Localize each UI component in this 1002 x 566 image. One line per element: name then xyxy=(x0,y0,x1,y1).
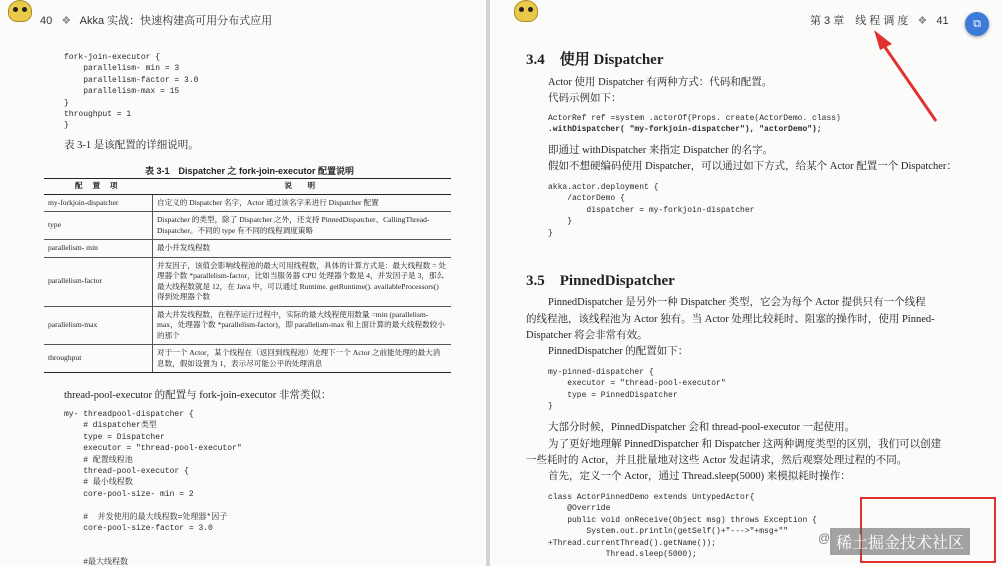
config-key: throughput xyxy=(44,345,153,373)
config-desc: 并发因子，该值会影响线程池的最大可用线程数，具体的计算方式是：最大线程数 = 处理器个数 *parallelism-factor，比如当服务器 CPU 处理器个数是 4，并发因子是 3，那么最大线程数就是 12，在 Java 中，可以通过 Runtime. getRuntime(). availableProcessors() 得到处理器个数 xyxy=(153,257,452,306)
paragraph: Dispatcher 将会非常有效。 xyxy=(526,330,648,341)
config-desc: 自定义的 Dispatcher 名字，Actor 通过该名字来进行 Dispatcher 配置 xyxy=(153,194,452,212)
config-desc: 最小并发线程数 xyxy=(153,240,452,258)
config-key: my-forkjoin-dispatcher xyxy=(44,194,153,212)
right-page-number: 41 xyxy=(936,15,949,27)
config-desc: 最大并发线程数，在程序运行过程中，实际的最大线程使用数量 =min (parallelism-max，处理器个数 *parallelism-factor)，即 parallelism-max 和上面计算的最大线程数较小的那个 xyxy=(153,306,452,345)
watermark: 稀土掘金技术社区 xyxy=(830,528,970,555)
diamond-icon: ❖ xyxy=(917,15,928,27)
copy-icon: ⧉ xyxy=(973,18,981,30)
code-line: ActorRef ref =system .actorOf(Props. create(ActorDemo. class) xyxy=(548,114,841,123)
thread-pool-intro: thread-pool-executor 的配置与 fork-join-executor 非常类似： xyxy=(64,390,332,401)
config-desc: 对于一个 Actor，某个线程在（返回到线程池）处理下一个 Actor 之前能处理的最大消息数，假如设置为 1，表示尽可能公平的处理消息 xyxy=(153,345,452,373)
config-key: parallelism- min xyxy=(44,240,153,258)
paragraph: PinnedDispatcher 是另外一种 Dispatcher 类型，它会为每个 Actor 提供只有一个线程 xyxy=(548,297,926,308)
paragraph: 假如不想硬编码使用 Dispatcher，可以通过如下方式，给某个 Actor 配置一个 Dispatcher： xyxy=(548,161,957,172)
thread-pool-code-block: my- threadpool-dispatcher { # dispatcher类型 type = Dispatcher executor = "thread-pool-executor" # 配置线程池 thread-pool-executor { # 最小线程数 core-pool-size- min = 2 # 并发使用的最大线程数=处理器*因子 core-pool-size-factor = 3.0 #最大线程数 xyxy=(64,410,242,566)
chapter-title: 第 3 章 线 程 调 度 xyxy=(810,15,909,27)
diamond-icon: ❖ xyxy=(61,15,72,27)
section-3-4-title: 3.4 使用 Dispatcher xyxy=(526,52,664,68)
paragraph: Actor 使用 Dispatcher 有两种方式：代码和配置。 xyxy=(548,77,773,88)
table-header-desc: 说 明 xyxy=(153,179,452,195)
config-key: type xyxy=(44,212,153,240)
config-key: parallelism-factor xyxy=(44,257,153,306)
left-page-title: Akka 实战：快速构建高可用分布式应用 xyxy=(79,15,273,27)
table-intro-text: 表 3-1 是该配置的详细说明。 xyxy=(64,140,199,151)
paragraph: 即通过 withDispatcher 来指定 Dispatcher 的名字。 xyxy=(548,145,774,156)
floating-action-button[interactable] xyxy=(965,12,989,36)
section-3-5-title: 3.5 PinnedDispatcher xyxy=(526,273,675,289)
paragraph: 的线程池，该线程池为 Actor 独有。当 Actor 处理比较耗时、阻塞的操作时，使用 Pinned- xyxy=(526,314,935,325)
deployment-code-block: akka.actor.deployment { /actorDemo { dispatcher = my-forkjoin-dispatcher } } xyxy=(548,183,755,238)
pinned-config-code-block: my-pinned-dispatcher { executor = "thread-pool-executor" type = PinnedDispatcher } xyxy=(548,368,726,412)
table-title: 表 3-1 Dispatcher 之 fork-join-executor 配置说明 xyxy=(145,166,355,176)
paragraph: 代码示例如下： xyxy=(548,93,622,104)
paragraph: 大部分时候，PinnedDispatcher 会和 thread-pool-executor 一起使用。 xyxy=(548,422,856,433)
paragraph: 首先，定义一个 Actor，通过 Thread.sleep(5000) 来模拟耗时操作： xyxy=(548,471,851,482)
fork-join-code-block: fork-join-executor { parallelism- min = 3 parallelism-factor = 3.0 parallelism-max = 15 } throughput = 1 } xyxy=(64,53,199,131)
paragraph: 一些耗时的 Actor，并且批量地对这些 Actor 发起请求，然后观察处理过程的不同。 xyxy=(526,455,908,466)
config-desc: Dispatcher 的类型，除了 Dispatcher 之外，还支持 PinnedDispatcher、CallingThread-Dispatcher。不同的 type 有不同的线程调度策略 xyxy=(153,212,452,240)
paragraph: 为了更好地理解 PinnedDispatcher 和 Dispatcher 这两种调度类型的区别，我们可以创建 xyxy=(548,439,942,450)
actor-class-code-block: class ActorPinnedDemo extends UntypedActor{ @Override public void onReceive(Object msg) throws Exception { System.out.println(getSelf()+"--->"+msg+"" +Thread.currentThread().getName()); Thread.sleep(5000); xyxy=(548,493,817,560)
paragraph: PinnedDispatcher 的配置如下： xyxy=(548,346,689,357)
left-page-number: 40 xyxy=(40,15,53,27)
watermark-at: @ xyxy=(818,531,831,545)
config-key: parallelism-max xyxy=(44,306,153,345)
table-header-key: 配 置 项 xyxy=(44,179,153,195)
code-line: .withDispatcher( "my-forkjoin-dispatcher"), "actorDemo"); xyxy=(548,125,822,134)
